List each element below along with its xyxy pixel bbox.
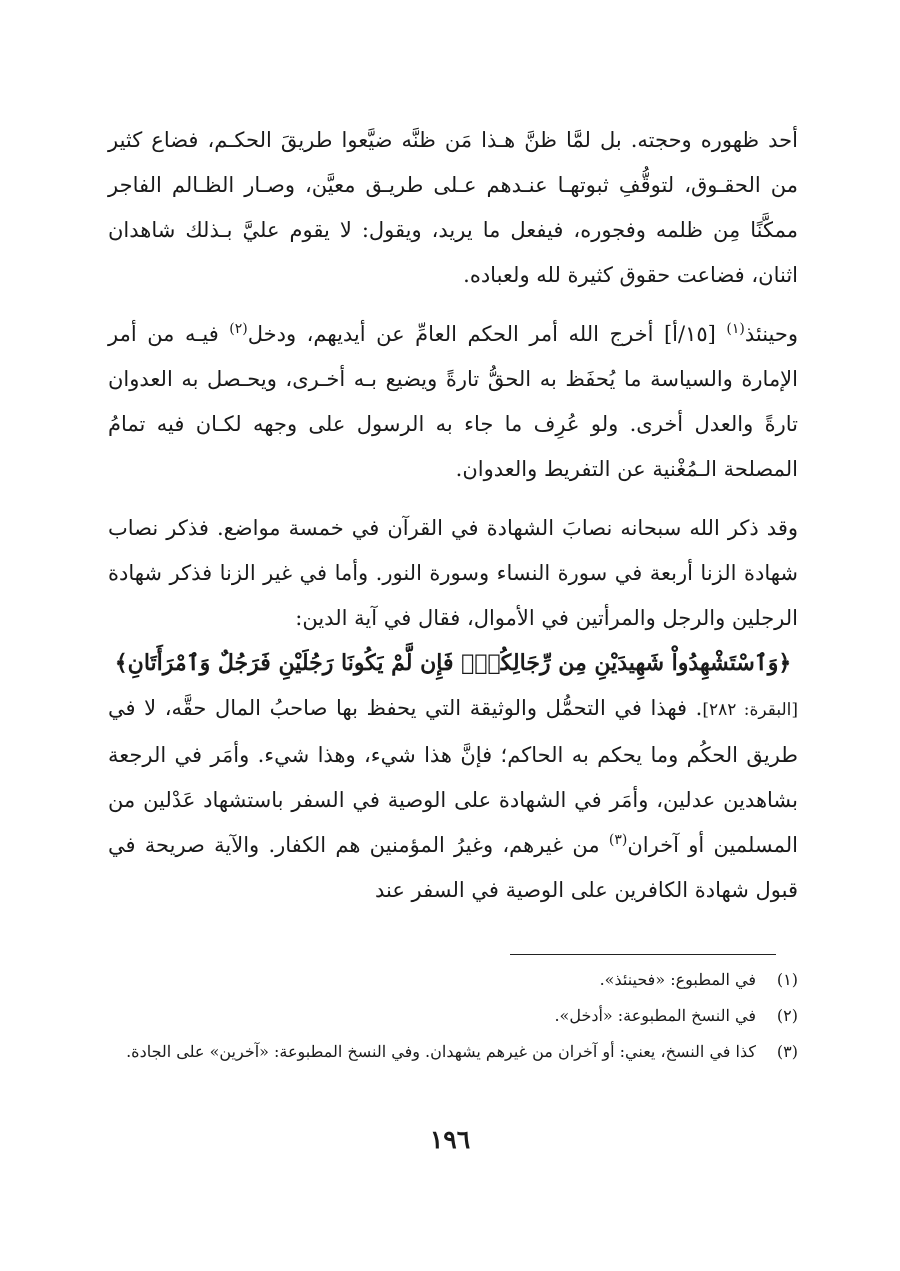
verse-reference: [البقرة: ٢٨٢] [702, 700, 799, 720]
footnotes [108, 962, 798, 1070]
quran-verse: ﴿وَٱسْتَشْهِدُواْ شَهِيدَيْنِ مِن رِّجَالِكُمْۖ فَإِن لَّمْ يَكُونَا رَجُلَيْنِ فَرَجُلٌ وَٱمْرَأَتَانِ﴾ [114, 650, 792, 676]
footnote-ref-1[interactable]: (١) [726, 321, 745, 337]
paragraph-2: وحينئذ$^{(١)}$ [١٥/أ] أخرج الله أمر الحكم العامِّ عن أيديهم، ودخل$^{(٢)}$ فيـه من أمر الإمارة والسياسة ما يُحفَظ به الحقُّ تارةً ويضيع بـه أخـرى، ويحـصل به العدوان تارةً والعدل أخرى. ولو عُرِف ما جاء به الرسول على وجهه لكـان فيه تمامُ المصلحة الـمُغْنية عن التفريط والعدوان. [108, 321, 798, 481]
footnote-number: (١) [776, 970, 798, 989]
footnote-ref-2[interactable]: (٢) [229, 321, 248, 337]
paragraph-1: أحد ظهوره وحجته. بل لمَّا ظنَّ هـذا مَن ظنَّه ضيَّعوا طريقَ الحكـم، فضاع كثير من الحقـوق، لتوقُّفِ ثبوتهـا عنـدهم عـلى طريـق معيَّن، وصـار الظـالم الفاجر ممكَّنًا مِن ظلمه وفجوره، فيفعل ما يريد، ويقول: لا يقوم عليَّ بـذلك شاهدان اثنان، فضاعت حقوق كثيرة لله ولعباده. [108, 128, 798, 287]
paragraph-3-continued: [البقرة: ٢٨٢]. فهذا في التحمُّل والوثيقة التي يحفظ بها صاحبُ المال حقَّه، لا في طريق الحكُم وما يحكم به الحاكم؛ فإنَّ هذا شيء، وهذا شيء. وأمَر في الرجعة بشاهدين عدلين، وأمَر في الشهادة على الوصية في السفر باستشهاد عَدْلين من المسلمين أو آخران$^{(٣)}$ من غيرهم، وغيرُ المؤمنين هم الكفار. والآية صريحة في قبول شهادة الكافرين على الوصية في السفر عند [108, 696, 799, 902]
paragraph-3: وقد ذكر الله سبحانه نصابَ الشهادة في القرآن في خمسة مواضع. فذكر نصاب شهادة الزنا أربعة في سورة النساء وسورة النور. وأما في غير الزنا فذكر شهادة الرجلين والرجل والمرأتين في الأموال، فقال في آية الدين: [108, 516, 798, 630]
footnote-number: (٣) [776, 1042, 798, 1061]
footnote-text: في النسخ المطبوعة: «أدخل». [554, 1006, 756, 1025]
footnote-text: كذا في النسخ، يعني: أو آخران من غيرهم يشهدان. وفي النسخ المطبوعة: «آخرين» على الجادة. [126, 1042, 756, 1061]
footnote-1 [108, 962, 798, 998]
footnote-3 [108, 1034, 798, 1070]
main-text [108, 118, 798, 913]
footnote-number: (٢) [776, 1006, 798, 1025]
page-number: ١٩٦ [429, 1125, 471, 1154]
footnote-2 [108, 998, 798, 1034]
footnote-text: في المطبوع: «فحينئذ». [599, 970, 756, 989]
footnote-divider [510, 954, 776, 955]
footnote-ref-3[interactable]: (٣) [608, 832, 628, 848]
